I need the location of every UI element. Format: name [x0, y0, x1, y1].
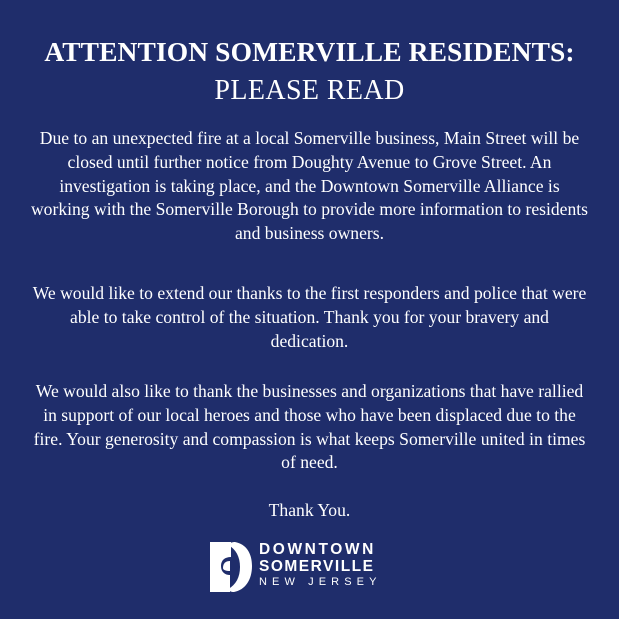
subheadline: PLEASE READ [214, 75, 405, 106]
logo-line-somerville: SOMERVILLE [259, 558, 375, 575]
ds-monogram-icon [208, 541, 253, 593]
paragraph-closure: Due to an unexpected fire at a local Somerville business, Main Street will be closed until further notice from Doughty Avenue to Grove Street. An investigation is taking place, and the Downtown Somerville Alliance is working with the Somerville Borough to provide more information to residents and business owners. [30, 128, 589, 244]
logo-line-new-jersey: NEW JERSEY [259, 576, 382, 588]
downtown-somerville-logo [208, 541, 408, 593]
paragraph-thanks-businesses: We would also like to thank the businesses and organizations that have rallied in support of our local heroes and those who have been displaced due to the fire. Your generosity and compassion is what keeps Somerville united in times of need. [33, 381, 586, 473]
headline: ATTENTION SOMERVILLE RESIDENTS: [44, 36, 575, 67]
logo-line-downtown: DOWNTOWN [259, 541, 376, 558]
paragraph-thanks-responders: We would like to extend our thanks to the first responders and police that were able to take control of the situation. Thank you for your bravery and dedication. [32, 283, 587, 351]
signoff: Thank You. [268, 500, 351, 520]
